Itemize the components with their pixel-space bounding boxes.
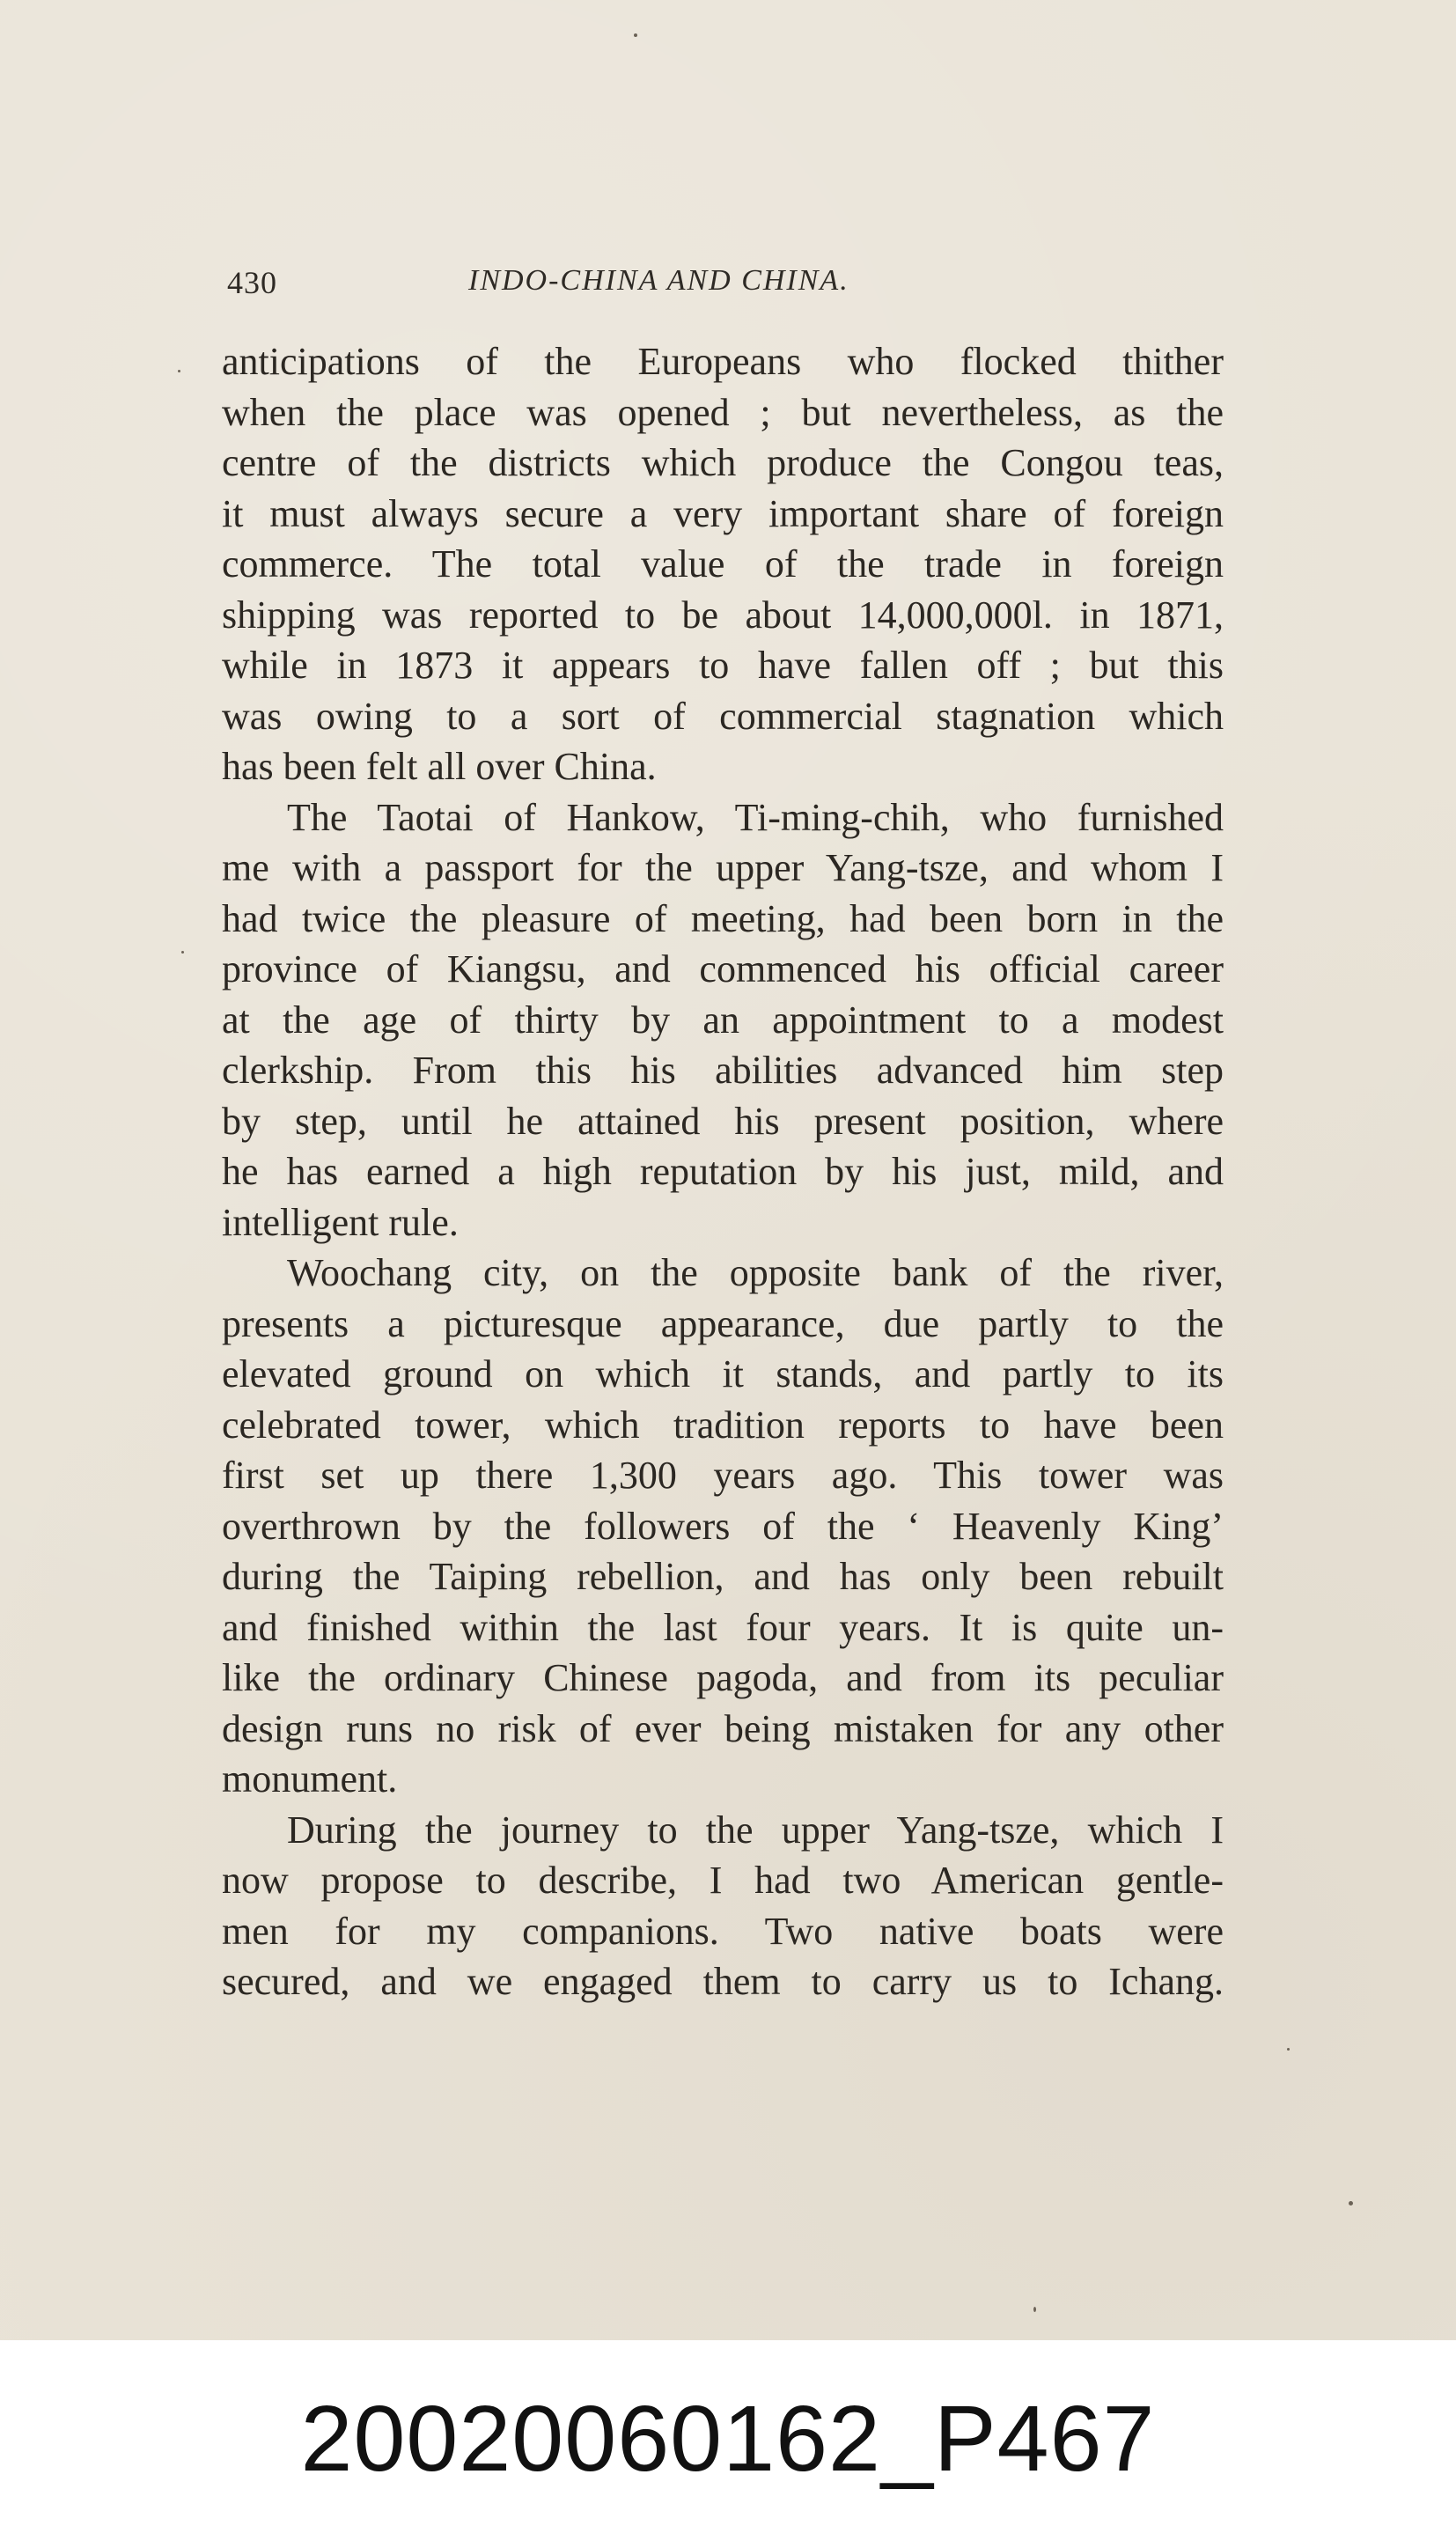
text-line: me with a passport for the upper Yang-tsze, and whom I — [222, 846, 1224, 889]
paragraph — [222, 1248, 1224, 1805]
text-line: first set up there 1,300 years ago. This tower was — [222, 1454, 1224, 1497]
paragraph — [222, 1805, 1224, 2007]
text-line: The Taotai of Hankow, Ti-ming-chih, who furnished — [287, 795, 1224, 839]
text-line: secured, and we engaged them to carry us to Ichang. — [222, 1960, 1224, 2003]
scan-speck — [1287, 2048, 1290, 2051]
paragraph — [222, 336, 1224, 792]
scan-speck — [1033, 2307, 1036, 2312]
text-line: by step, until he attained his present position, where — [222, 1099, 1224, 1143]
text-line: celebrated tower, which tradition reports to have been — [222, 1403, 1224, 1447]
text-line: anticipations of the Europeans who flocked thither — [222, 340, 1224, 383]
text-line: monument. — [222, 1757, 398, 1801]
scan-speck — [1349, 2201, 1353, 2206]
scan-speck — [178, 370, 180, 372]
text-line: was owing to a sort of commercial stagnation which — [222, 694, 1224, 738]
text-line: had twice the pleasure of meeting, had been born in the — [222, 896, 1224, 940]
body-text — [222, 336, 1224, 2007]
text-line: shipping was reported to be about 14,000,000l. in 1871, — [222, 593, 1224, 637]
page-header — [227, 264, 1222, 306]
text-line: when the place was opened ; but nevertheless, as the — [222, 390, 1224, 434]
text-line: it must always secure a very important share of foreign — [222, 491, 1224, 535]
text-line: commerce. The total value of the trade in foreign — [222, 542, 1224, 585]
text-line: has been felt all over China. — [222, 745, 657, 788]
text-line: During the journey to the upper Yang-tsze, which I — [287, 1808, 1224, 1852]
text-line: overthrown by the followers of the ‘ Heavenly King’ — [222, 1504, 1224, 1548]
text-line: like the ordinary Chinese pagoda, and from its peculiar — [222, 1656, 1224, 1699]
text-line: and finished within the last four years. It is quite un- — [222, 1605, 1224, 1649]
image-id-label: 20020060162_P467 — [300, 2387, 1156, 2491]
text-line: presents a picturesque appearance, due partly to the — [222, 1301, 1224, 1345]
text-line: now propose to describe, I had two American gentle- — [222, 1859, 1224, 1902]
page-number: 430 — [227, 265, 277, 300]
text-line: centre of the districts which produce the Congou teas, — [222, 441, 1224, 484]
running-title: INDO-CHINA AND CHINA. — [468, 264, 849, 297]
text-line: while in 1873 it appears to have fallen off ; but this — [222, 644, 1224, 687]
text-line: Woochang city, on the opposite bank of the river, — [287, 1251, 1224, 1294]
text-line: clerkship. From this his abilities advanced him step — [222, 1049, 1224, 1092]
text-line: during the Taiping rebellion, and has only been rebuilt — [222, 1555, 1224, 1598]
text-line: intelligent rule. — [222, 1200, 459, 1244]
text-line: men for my companions. Two native boats were — [222, 1909, 1224, 1953]
scan-speck — [181, 951, 184, 954]
text-line: elevated ground on which it stands, and partly to its — [222, 1352, 1224, 1396]
text-line: he has earned a high reputation by his just, mild, and — [222, 1150, 1224, 1193]
text-line: province of Kiangsu, and commenced his official career — [222, 947, 1224, 990]
text-line: at the age of thirty by an appointment to a modest — [222, 998, 1224, 1042]
text-line: design runs no risk of ever being mistaken for any other — [222, 1706, 1224, 1750]
scan-speck — [634, 33, 637, 37]
paragraph — [222, 792, 1224, 1248]
